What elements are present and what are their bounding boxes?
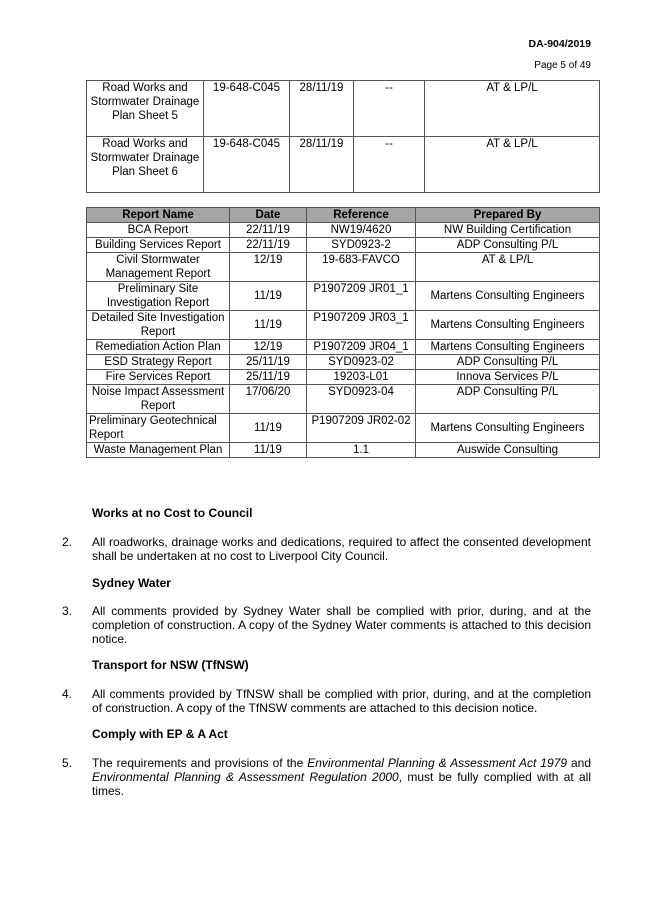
condition-item [62, 604, 591, 646]
column-header: Report Name [87, 208, 230, 223]
table-cell: 19203-L01 [307, 370, 416, 385]
page-number: Page 5 of 49 [534, 60, 591, 71]
table-cell: 28/11/19 [290, 81, 354, 137]
condition-number: 5. [62, 756, 73, 770]
report-row [87, 311, 600, 340]
table-cell: Detailed Site Investigation Report [87, 311, 230, 340]
condition-number: 4. [62, 687, 73, 701]
table-cell: ADP Consulting P/L [416, 238, 600, 253]
table-cell: ADP Consulting P/L [416, 355, 600, 370]
table-cell: 25/11/19 [230, 355, 307, 370]
table-cell: -- [354, 137, 425, 193]
table-cell: 12/19 [230, 340, 307, 355]
document-reference: DA-904/2019 [528, 38, 591, 50]
report-row [87, 355, 600, 370]
table-cell: SYD0923-02 [307, 355, 416, 370]
plans-table [86, 80, 600, 193]
plans-table-row [87, 137, 600, 193]
table-cell: -- [354, 81, 425, 137]
table-cell: 12/19 [230, 253, 307, 282]
table-cell: Waste Management Plan [87, 443, 230, 458]
table-cell: Martens Consulting Engineers [416, 311, 600, 340]
table-cell: P1907209 JR03_1 [307, 311, 416, 340]
table-cell: Preliminary Site Investigation Report [87, 282, 230, 311]
condition-text: All roadworks, drainage works and dedications, required to affect the consented development shall be undertaken at no cost to Liverpool City Council. [92, 535, 591, 563]
column-header: Prepared By [416, 208, 600, 223]
report-row [87, 238, 600, 253]
table-cell: Fire Services Report [87, 370, 230, 385]
condition-text: The requirements and provisions of the Environmental Planning & Assessment Act 1979 and Environmental Planning & Assessment Regulation 2000, must be fully complied with at all times. [92, 756, 591, 798]
table-cell: AT & LP/L [425, 81, 600, 137]
reports-table [86, 207, 600, 458]
column-header: Reference [307, 208, 416, 223]
table-cell: 1.1 [307, 443, 416, 458]
table-cell: ESD Strategy Report [87, 355, 230, 370]
table-cell: Civil Stormwater Management Report [87, 253, 230, 282]
table-cell: BCA Report [87, 223, 230, 238]
table-cell: AT & LP/L [425, 137, 600, 193]
table-cell: Preliminary Geotechnical Report [87, 414, 230, 443]
table-cell: Martens Consulting Engineers [416, 340, 600, 355]
report-row [87, 443, 600, 458]
table-cell: AT & LP/L [416, 253, 600, 282]
report-row [87, 385, 600, 414]
table-cell: 11/19 [230, 282, 307, 311]
table-cell: 11/19 [230, 311, 307, 340]
table-cell: Martens Consulting Engineers [416, 282, 600, 311]
plans-table-row [87, 81, 600, 137]
table-cell: SYD0923-04 [307, 385, 416, 414]
table-cell: Martens Consulting Engineers [416, 414, 600, 443]
condition-text: All comments provided by Sydney Water shall be complied with prior, during, and at the completion of construction. A copy of the Sydney Water comments is attached to this decision notice. [92, 604, 591, 646]
table-cell: 11/19 [230, 414, 307, 443]
section-heading: Transport for NSW (TfNSW) [92, 658, 249, 672]
section-heading: Works at no Cost to Council [92, 506, 253, 520]
table-cell: Remediation Action Plan [87, 340, 230, 355]
report-row [87, 223, 600, 238]
table-cell: 25/11/19 [230, 370, 307, 385]
table-cell: Building Services Report [87, 238, 230, 253]
section-heading: Comply with EP & A Act [92, 727, 228, 741]
table-cell: SYD0923-2 [307, 238, 416, 253]
report-row [87, 282, 600, 311]
table-cell: Road Works and Stormwater Drainage Plan Sheet 6 [87, 137, 204, 193]
table-cell: NW Building Certification [416, 223, 600, 238]
condition-item [62, 756, 591, 798]
table-cell: Auswide Consulting [416, 443, 600, 458]
table-cell: 11/19 [230, 443, 307, 458]
report-row [87, 414, 600, 443]
condition-item [62, 687, 591, 715]
table-cell: 22/11/19 [230, 238, 307, 253]
condition-item [62, 535, 591, 563]
condition-text: All comments provided by TfNSW shall be complied with prior, during, and at the completion of construction. A copy of the TfNSW comments are attached to this decision notice. [92, 687, 591, 715]
table-cell: ADP Consulting P/L [416, 385, 600, 414]
table-cell: 19-683-FAVCO [307, 253, 416, 282]
act-title: Environmental Planning & Assessment Act 1979 [307, 756, 567, 770]
table-cell: 28/11/19 [290, 137, 354, 193]
table-cell: Noise Impact Assessment Report [87, 385, 230, 414]
table-cell: 19-648-C045 [204, 81, 290, 137]
table-cell: 17/06/20 [230, 385, 307, 414]
report-row [87, 253, 600, 282]
table-cell: P1907209 JR02-02 [307, 414, 416, 443]
table-cell: NW19/4620 [307, 223, 416, 238]
condition-number: 2. [62, 535, 73, 549]
report-row [87, 370, 600, 385]
section-heading: Sydney Water [92, 576, 171, 590]
regulation-title: Environmental Planning & Assessment Regulation 2000 [92, 770, 399, 784]
table-cell: Innova Services P/L [416, 370, 600, 385]
report-row [87, 340, 600, 355]
table-cell: Road Works and Stormwater Drainage Plan Sheet 5 [87, 81, 204, 137]
condition-number: 3. [62, 604, 73, 618]
table-cell: P1907209 JR04_1 [307, 340, 416, 355]
table-cell: 19-648-C045 [204, 137, 290, 193]
column-header: Date [230, 208, 307, 223]
table-cell: P1907209 JR01_1 [307, 282, 416, 311]
table-cell: 22/11/19 [230, 223, 307, 238]
